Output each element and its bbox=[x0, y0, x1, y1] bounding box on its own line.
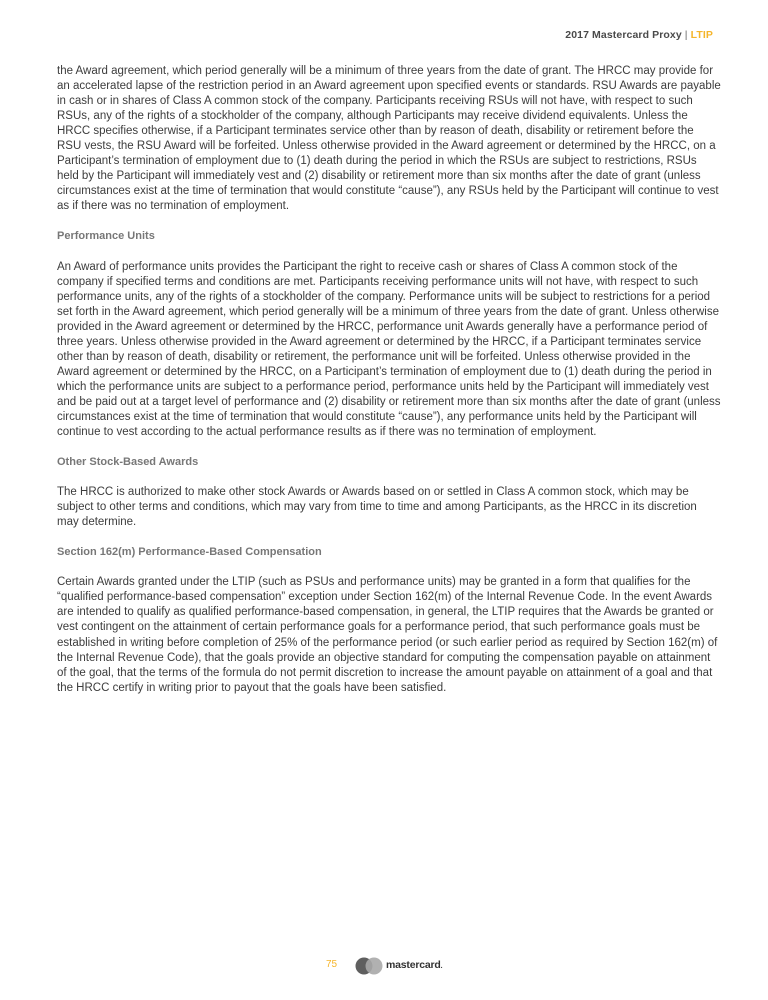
page-number: 75 bbox=[326, 959, 338, 970]
logo-right-circle bbox=[366, 958, 383, 975]
section-162m-paragraph: Certain Awards granted under the LTIP (such as PSUs and performance units) may be granted in a form that qualifies for the “qualified performance-based compensation” exception under Section 162(m) of the Internal Revenue Code. In the event Awards are intended to qualify as qualified performance-based compensation, in general, the LTIP requires that the Awards be granted or vest contingent on the attainment of certain performance goals for a performance period, that such performance goals must be established in writing before completion of 25% of the performance period (or such earlier period as required by Section 162(m) of the Internal Revenue Code), that the goals provide an objective standard for computing the compensation payable on attainment of the goal, that the terms of the formula do not permit discretion to increase the amount payable on attainment of a goal and that the HRCC certify in writing prior to payout that the goals have been satisfied. bbox=[57, 576, 718, 694]
page-body bbox=[57, 64, 721, 696]
spacer bbox=[57, 214, 721, 229]
brand-wordmark bbox=[386, 959, 442, 971]
brand-name: mastercard bbox=[386, 959, 441, 971]
spacer bbox=[57, 470, 721, 485]
spacer bbox=[57, 560, 721, 575]
other-stock-awards-paragraph: The HRCC is authorized to make other stock Awards or Awards based on or settled in Class A common stock, which may be subject to other terms and conditions, which may vary from time to time and among Participants, as the HRCC in its discretion may determine. bbox=[57, 486, 697, 529]
performance-units-paragraph: An Award of performance units provides the Participant the right to receive cash or shares of Class A common stock of the company if specified terms and conditions are met. Participants receiving performance units will not have, with respect to such performance units, any of the rights of a stockholder of the company. Performance units will be subject to restrictions for a period set forth in the Award agreement, which period generally will be a minimum of three years from the date of grant. Unless otherwise provided in the Award agreement or determined by the HRCC, performance unit Awards generally have a performance period of three years. Unless otherwise provided in the Award agreement or determined by the HRCC, if a Participant terminates service other than by reason of death, disability or retirement, the performance unit will be forfeited. Unless otherwise provided in the Award agreement or determined by the HRCC, on a Participant’s termination of employment due to (1) death during the period in which the performance units are subject to a performance period, performance units held by the Participant will immediately vest and be paid out at a target level of performance and (2) disability or retirement more than six months after the date of grant (unless circumstances exist at the time of termination that would constitute “cause”), any performance units held by the Participant will continue to vest according to the actual performance results as if there was no termination of employment. bbox=[57, 260, 721, 439]
header-separator: | bbox=[684, 29, 688, 41]
spacer bbox=[57, 245, 721, 260]
heading-other-stock-awards: Other Stock-Based Awards bbox=[57, 456, 199, 469]
heading-performance-units: Performance Units bbox=[57, 230, 155, 243]
spacer bbox=[57, 440, 721, 455]
brand-mark: . bbox=[440, 963, 443, 970]
spacer bbox=[57, 530, 721, 545]
header-section: LTIP bbox=[690, 29, 713, 41]
heading-section-162m: Section 162(m) Performance-Based Compensation bbox=[57, 546, 322, 559]
page-footer bbox=[0, 957, 768, 975]
rsu-paragraph: the Award agreement, which period generally will be a minimum of three years from the date of grant. The HRCC may provide for an accelerated lapse of the restriction period in an Award agreement upon specified events or standards. RSU Awards are payable in cash or in shares of Class A common stock of the company. Participants receiving RSUs will not have, with respect to such RSUs, any of the rights of a stockholder of the company, although Participants may receive dividend equivalents. Unless the HRCC specifies otherwise, if a Participant terminates service other than by reason of death, disability or retirement before the RSU vests, the RSU Award will be forfeited. Unless otherwise provided in the Award agreement or determined by the HRCC, on a Participant’s termination of employment due to (1) death during the period in which the RSUs are subject to restrictions, RSUs held by the Participant will immediately vest and (2) disability or retirement more than six months after the date of grant (unless circumstances exist at the time of termination that would constitute “cause”), any RSUs held by the Participant will continue to vest as if there was no termination of employment. bbox=[57, 65, 721, 213]
running-header bbox=[565, 29, 713, 41]
header-title: 2017 Mastercard Proxy bbox=[565, 29, 682, 41]
mastercard-logo-icon bbox=[355, 957, 383, 975]
